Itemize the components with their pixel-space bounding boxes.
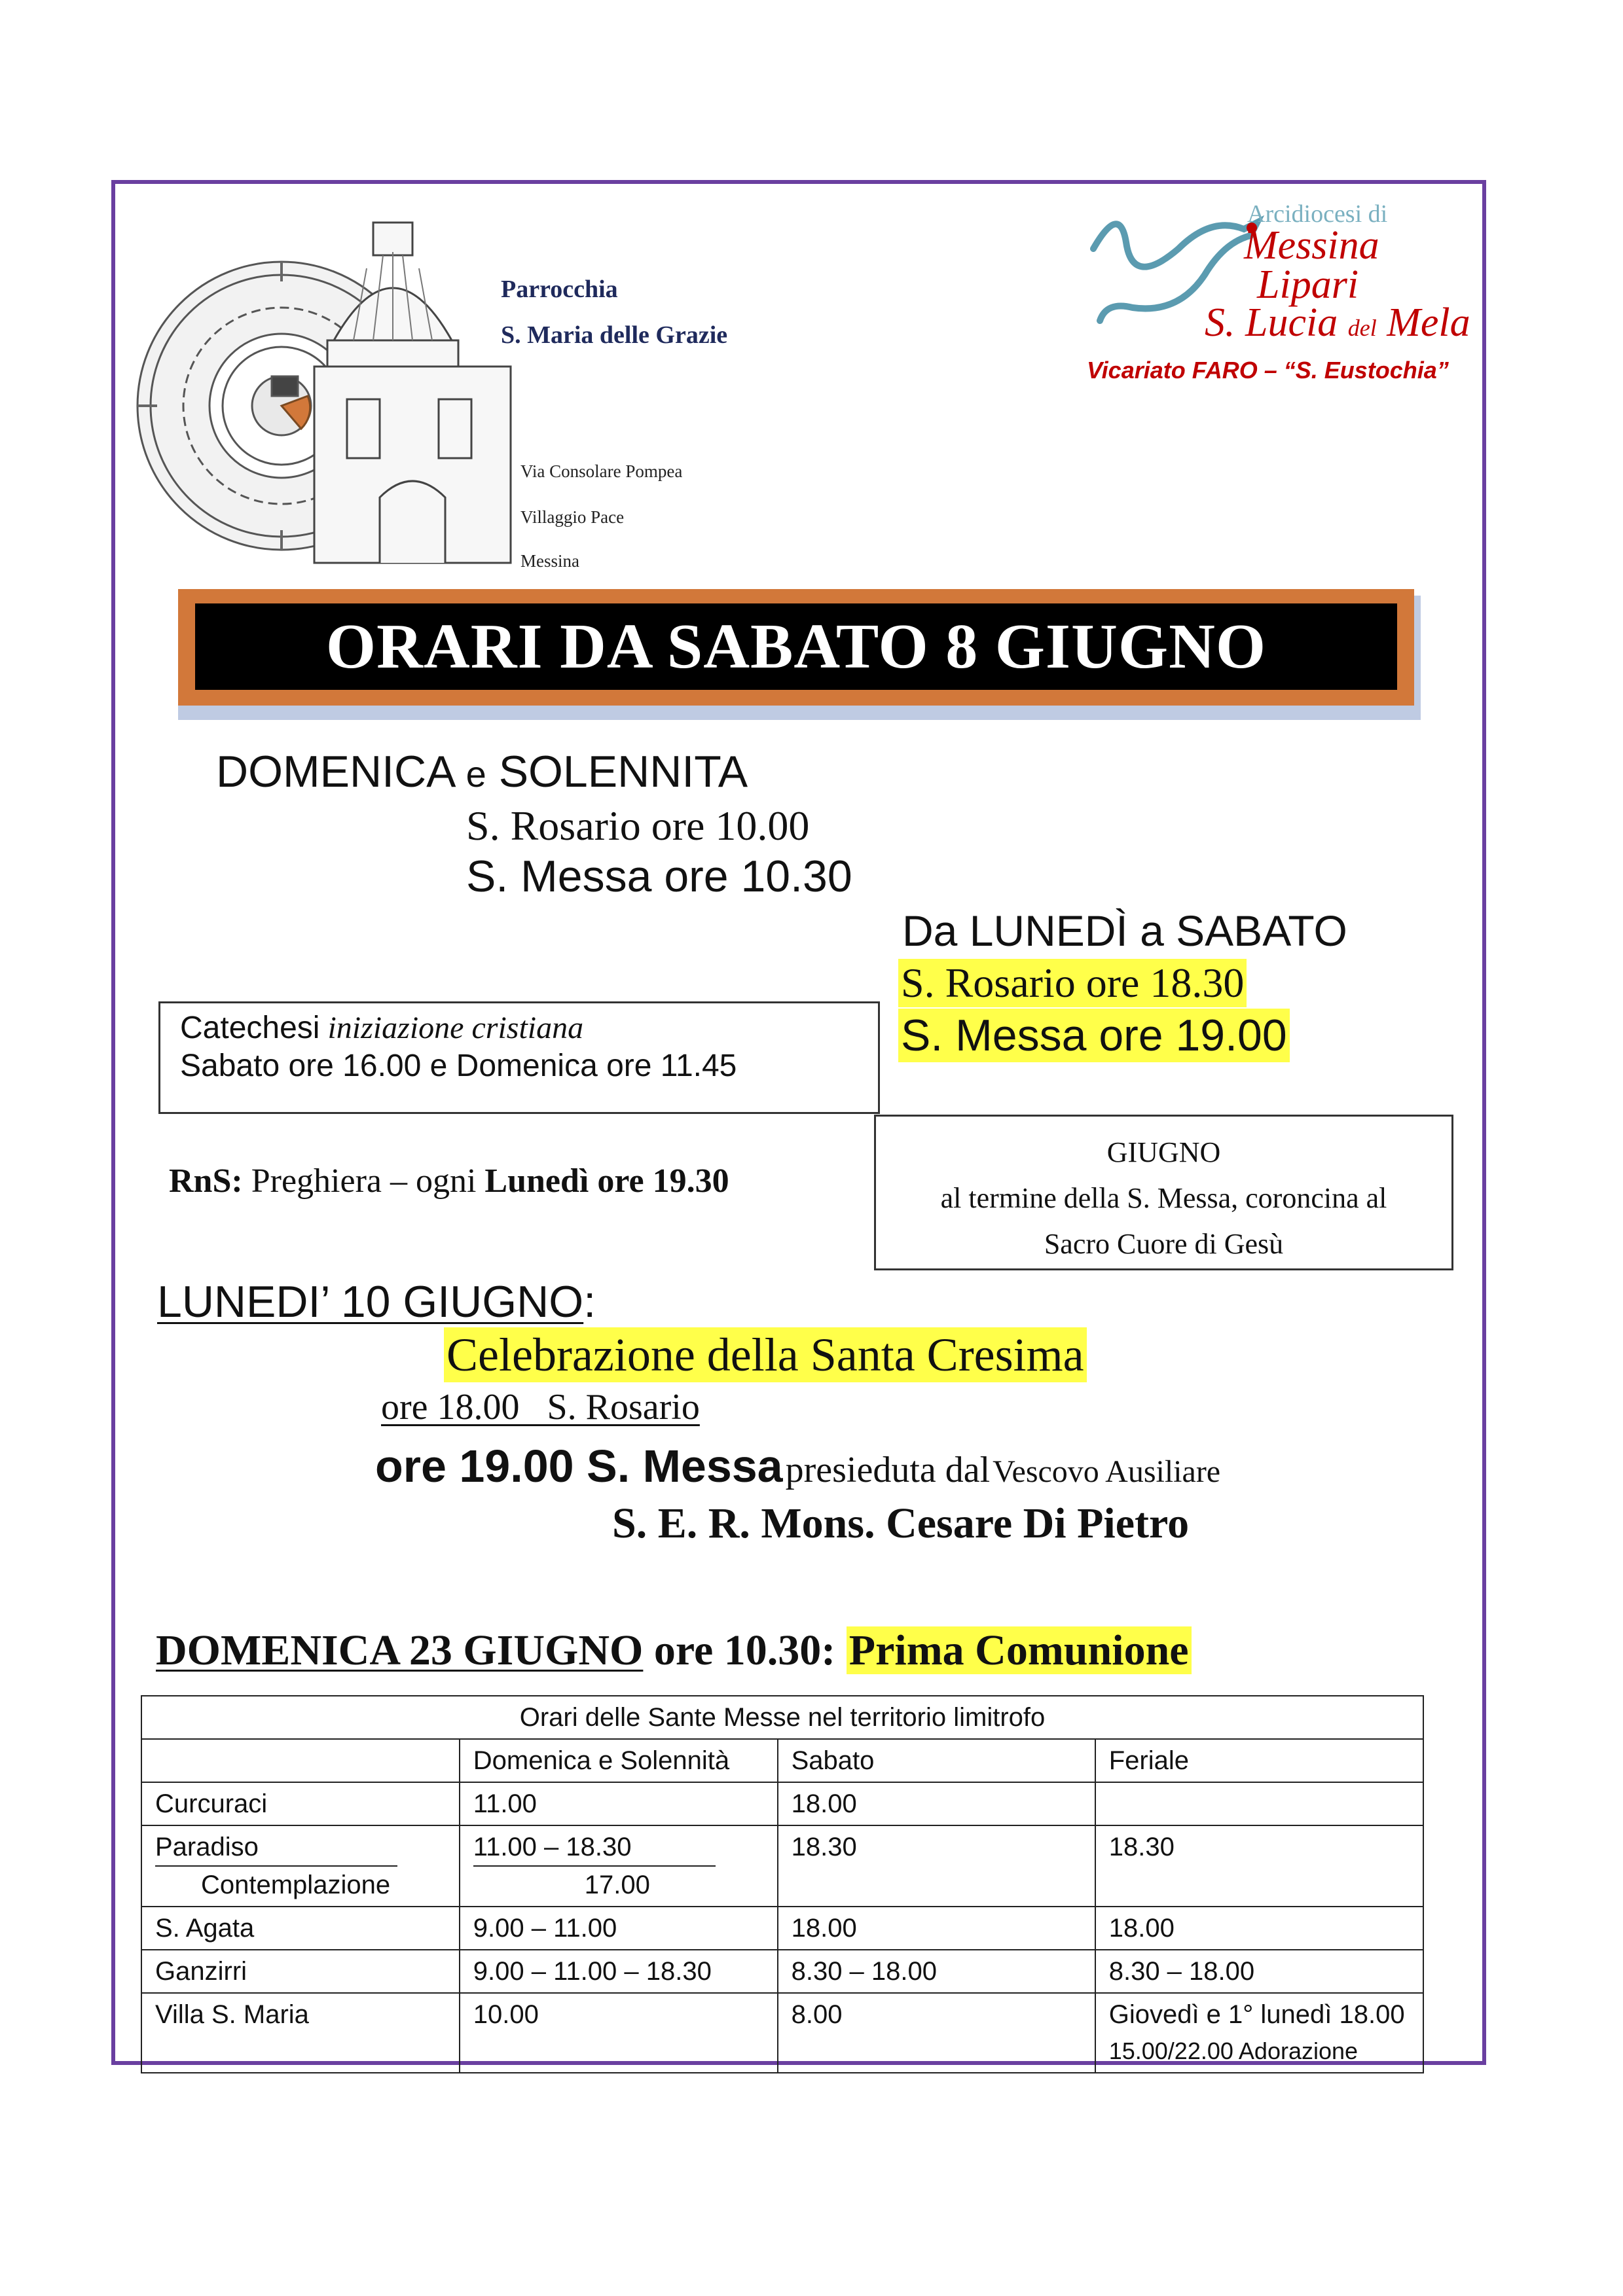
table-cell-sabato: 18.00 [778, 1782, 1095, 1825]
table-cell-feriale [1095, 1782, 1423, 1825]
sunday23-line [156, 1626, 1192, 1676]
monday10-messa-line [375, 1440, 1220, 1492]
table-header-cell: Feriale [1095, 1739, 1423, 1782]
mass-times-table [141, 1695, 1424, 2073]
table-cell-place-sub: Contemplazione [201, 1871, 391, 1899]
weekday-messa: S. Messa ore 19.00 [898, 1009, 1290, 1062]
table-row [141, 1993, 1423, 2073]
table-cell-feriale: 8.30 – 18.00 [1095, 1950, 1423, 1993]
table-cell-place: Curcuraci [141, 1782, 460, 1825]
rns-bold: Lunedì ore 19.30 [484, 1162, 729, 1200]
diocese-line4a: S. Lucia [1205, 300, 1338, 345]
parish-name-line2: S. Maria delle Grazie [501, 321, 728, 349]
monday10-colon: : [583, 1277, 596, 1327]
table-title-row [141, 1696, 1423, 1739]
sunday-heading-b: e [465, 753, 486, 795]
table-row [141, 1825, 1423, 1907]
parish-name-line1: Parrocchia [501, 276, 618, 303]
rns-text: Preghiera – ogni [251, 1162, 477, 1200]
address-line3: Messina [520, 551, 579, 571]
weekday-heading: Da LUNEDÌ a SABATO [902, 906, 1347, 955]
table-cell-sabato: 18.30 [778, 1825, 1095, 1907]
sunday-heading-c: SOLENNITA [498, 747, 748, 797]
table-cell-domenica-2: 17.00 [584, 1871, 650, 1899]
table-cell-place: S. Agata [141, 1907, 460, 1950]
diocese-line3: Lipari [1257, 262, 1359, 307]
table-row [141, 1907, 1423, 1950]
sunday23-event: Prima Comunione [847, 1626, 1192, 1674]
monday10-messa-bold: ore 19.00 S. Messa [375, 1441, 783, 1492]
table-header-cell: Sabato [778, 1739, 1095, 1782]
table-cell-domenica: 9.00 – 11.00 [460, 1907, 778, 1950]
table-header-cell: Domenica e Solennità [460, 1739, 778, 1782]
table-cell-feriale [1095, 1993, 1423, 2073]
catechesi-line2: Sabato ore 16.00 e Domenica ore 11.45 [180, 1049, 737, 1083]
table-header-row [141, 1739, 1423, 1782]
table-cell-sabato: 8.30 – 18.00 [778, 1950, 1095, 1993]
giugno-line2: al termine della S. Messa, coroncina al [940, 1182, 1387, 1214]
monday10-rosario: ore 18.00 S. Rosario [381, 1387, 700, 1427]
catechesi-italic: iniziazione cristiana [327, 1011, 584, 1045]
diocese-line4c: Mela [1387, 300, 1470, 345]
table-title: Orari delle Sante Messe nel territorio limitrofo [141, 1696, 1423, 1739]
address-line1: Via Consolare Pompea [520, 461, 683, 481]
sunday-messa: S. Messa ore 10.30 [466, 852, 852, 901]
monday10-bishop: S. E. R. Mons. Cesare Di Pietro [612, 1499, 1190, 1547]
rns-label: RnS: [169, 1162, 243, 1200]
catechesi-label: Catechesi [180, 1011, 320, 1045]
sunday23-time: ore 10.30: [653, 1626, 836, 1674]
sunday-heading-a: DOMENICA [216, 747, 454, 797]
diocese-line2: Messina [1244, 223, 1379, 268]
monday10-title: Celebrazione della Santa Cresima [444, 1327, 1087, 1382]
monday10-heading-text: LUNEDI’ 10 GIUGNO [157, 1277, 584, 1327]
sunday23-heading: DOMENICA 23 GIUGNO [156, 1626, 644, 1674]
vicariate-label: Vicariato FARO – “S. Eustochia” [1087, 357, 1449, 384]
table-cell-sabato: 18.00 [778, 1907, 1095, 1950]
table-row [141, 1950, 1423, 1993]
diocese-line4b: del [1347, 315, 1377, 341]
table-header-cell [141, 1739, 460, 1782]
rns-line [169, 1162, 729, 1200]
table-cell-domenica: 11.00 [460, 1782, 778, 1825]
table-cell-place [141, 1825, 460, 1907]
giugno-box [874, 1115, 1453, 1270]
catechesi-line1 [180, 1010, 583, 1046]
table-cell-domenica: 9.00 – 11.00 – 18.30 [460, 1950, 778, 1993]
church-dome-illustration [131, 209, 517, 576]
monday10-messa-small: Vescovo Ausiliare [993, 1454, 1221, 1489]
catechesi-box [158, 1001, 880, 1114]
diocese-line4 [1205, 300, 1470, 346]
table-cell-domenica: 10.00 [460, 1993, 778, 2073]
sunday-rosario: S. Rosario ore 10.00 [466, 802, 810, 849]
banner-title: ORARI DA SABATO 8 GIUGNO [195, 603, 1397, 690]
address-line2: Villaggio Pace [520, 507, 625, 527]
table-cell-place: Villa S. Maria [141, 1993, 460, 2073]
giugno-line1: GIUGNO [1106, 1136, 1221, 1168]
monday10-messa-rest: presieduta dal [785, 1450, 991, 1490]
table-cell-sabato: 8.00 [778, 1993, 1095, 2073]
giugno-line3: Sacro Cuore di Gesù [1044, 1228, 1284, 1260]
table-cell-feriale-1: Giovedì e 1° lunedì 18.00 [1108, 2000, 1405, 2029]
table-cell-feriale-2: 15.00/22.00 Adorazione [1108, 2037, 1359, 2064]
monday10-heading [157, 1276, 596, 1327]
table-row [141, 1782, 1423, 1825]
table-cell-place: Ganzirri [141, 1950, 460, 1993]
table-cell-feriale: 18.30 [1095, 1825, 1423, 1907]
table-cell-feriale: 18.00 [1095, 1907, 1423, 1950]
sunday-heading [216, 746, 748, 797]
diocese-line1: Arcidiocesi di [1247, 200, 1388, 228]
weekday-rosario: S. Rosario ore 18.30 [898, 959, 1247, 1007]
table-cell-domenica-1: 11.00 – 18.30 [473, 1829, 716, 1867]
table-cell-place-name: Paradiso [155, 1829, 397, 1867]
table-cell-domenica [460, 1825, 778, 1907]
